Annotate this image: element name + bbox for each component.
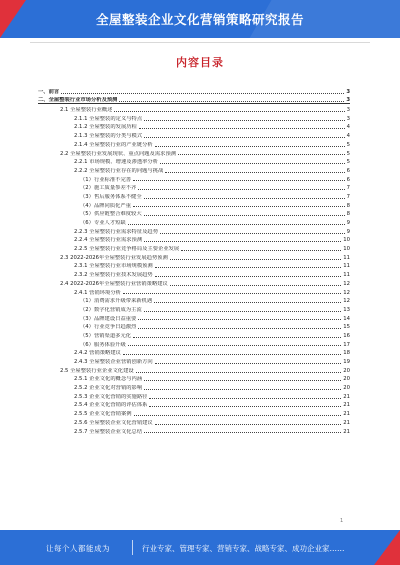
toc-dot-leader <box>154 302 341 303</box>
toc-dot-leader <box>138 319 341 320</box>
toc-entry-page: 21 <box>343 419 350 426</box>
toc-entry-label: 2.3 2022-2026年全屋整装行业发展趋势预测 <box>60 254 168 261</box>
footer-slogan-left: 让每个人都能成为 <box>46 544 110 553</box>
toc-entry[interactable] <box>38 235 350 244</box>
toc-entry-label: 2.5.6 全屋整装企业文化营销建议 <box>74 419 153 426</box>
toc-dot-leader <box>139 128 345 129</box>
toc-entry[interactable] <box>38 261 350 270</box>
toc-entry[interactable] <box>38 296 350 305</box>
toc-entry-page: 10 <box>343 246 350 253</box>
toc-dot-leader <box>144 432 341 433</box>
toc-dot-leader <box>128 224 345 225</box>
toc-entry[interactable] <box>38 209 350 218</box>
toc-dot-leader <box>149 398 341 399</box>
toc-dot-leader <box>160 163 345 164</box>
toc-dot-leader <box>170 259 341 260</box>
toc-dot-leader <box>133 337 341 338</box>
toc-entry[interactable] <box>38 139 350 148</box>
toc-dot-leader <box>144 241 341 242</box>
toc-dot-leader <box>144 311 342 312</box>
toc-entry-page: 6 <box>346 167 350 174</box>
toc-dot-leader <box>144 389 341 390</box>
footer-divider <box>132 540 133 555</box>
toc-entry-page: 11 <box>343 263 350 270</box>
toc-dot-leader <box>144 137 344 138</box>
toc-entry[interactable] <box>38 408 350 417</box>
toc-entry-label: 2.5.2 企业文化对营销的影响 <box>74 385 143 392</box>
toc-dot-leader <box>134 415 342 416</box>
toc-dot-leader <box>144 120 344 121</box>
toc-entry[interactable] <box>38 304 350 313</box>
page-number: 1 <box>340 518 344 524</box>
toc-entry-page: 3 <box>346 97 350 104</box>
toc-entry-label: 2.3.1 全屋整装行业市场规模预测 <box>74 263 153 270</box>
toc-entry-label: 2.4.2 营销策略建议 <box>74 350 121 357</box>
toc-dot-leader <box>155 424 342 425</box>
toc-entry-page: 21 <box>343 428 350 435</box>
toc-dot-leader <box>138 189 344 190</box>
header-divider <box>30 42 370 43</box>
toc-entry-label: （6）服务体验升级 <box>80 341 126 348</box>
toc-entry-page: 5 <box>346 150 350 157</box>
report-title: 全屋整装企业文化营销策略研究报告 <box>95 12 304 27</box>
toc-entry-label: （6）专业人才短缺 <box>80 220 126 226</box>
toc-entry-page: 18 <box>343 350 350 357</box>
toc-entry-label: 2.1.1 全屋整装的定义与特点 <box>74 115 143 122</box>
toc-dot-leader <box>155 146 345 147</box>
toc-entry[interactable] <box>38 217 350 226</box>
toc-entry[interactable] <box>38 165 350 174</box>
toc-entry-page: 14 <box>343 315 350 322</box>
toc-entry-page: 7 <box>346 185 350 192</box>
toc-entry-page: 21 <box>343 402 350 409</box>
toc-dot-leader <box>136 372 342 373</box>
footer-red-corner <box>374 530 400 565</box>
toc-entry-page: 3 <box>346 107 350 114</box>
toc-entry-label: 一、前言 <box>38 88 60 95</box>
toc-entry-label: 2.2.5 全屋整装行业竞争格局及主要企业发展 <box>74 246 180 253</box>
toc-entry-label: （3）售后服务体系不健全 <box>80 193 142 200</box>
table-of-contents <box>38 86 350 435</box>
toc-entry[interactable] <box>38 191 350 200</box>
toc-dot-leader <box>144 380 341 381</box>
toc-entry-label: 2.1.4 全屋整装行业的产业链分析 <box>74 141 153 148</box>
toc-entry[interactable] <box>38 157 350 166</box>
toc-entry-page: 12 <box>343 280 350 287</box>
toc-entry[interactable] <box>38 95 350 104</box>
toc-entry-page: 10 <box>343 237 350 244</box>
toc-entry-label: （2）数字化营销成为主流 <box>80 306 142 313</box>
toc-dot-leader <box>170 285 341 286</box>
toc-entry-label: （4）行业竞争日趋激烈 <box>80 324 137 331</box>
toc-entry-label: （1）行业标准不完善 <box>80 176 132 183</box>
toc-entry-page: 11 <box>343 272 350 279</box>
toc-dot-leader <box>114 111 344 112</box>
toc-entry-label: （4）品牌同质化严重 <box>80 202 132 209</box>
toc-entry-label: 2.2.1 市场规模、增速及渗透率分析 <box>74 159 159 166</box>
toc-entry-label: 2.5.1 企业文化的概念与内涵 <box>74 376 143 383</box>
report-header <box>0 0 400 38</box>
toc-entry-page: 20 <box>343 367 350 374</box>
toc-entry-label: 2.1.2 全屋整装的发展历程 <box>74 124 137 131</box>
toc-entry[interactable] <box>38 374 350 383</box>
toc-entry[interactable] <box>38 417 350 426</box>
toc-entry-page: 11 <box>343 254 350 261</box>
toc-entry-label: 2.1.3 全屋整装的分类与模式 <box>74 133 143 140</box>
toc-entry[interactable] <box>38 287 350 296</box>
toc-entry-label: 二、全屋整装行业市场分析及预测 <box>38 97 118 104</box>
toc-entry-page: 5 <box>346 141 350 148</box>
toc-dot-leader <box>181 250 341 251</box>
toc-entry-label: 2.2.2 全屋整装行业存在的问题与挑战 <box>74 167 164 174</box>
toc-entry-label: 2.2.4 全屋整装行业需求预测 <box>74 237 143 244</box>
toc-dot-leader <box>144 215 345 216</box>
toc-entry-page: 4 <box>346 133 350 140</box>
toc-dot-leader <box>119 101 344 102</box>
toc-entry[interactable] <box>38 356 350 365</box>
toc-entry[interactable] <box>38 183 350 192</box>
toc-dot-leader <box>133 206 345 207</box>
toc-dot-leader <box>155 363 342 364</box>
toc-entry-page: 9 <box>346 220 350 226</box>
toc-entry-page: 5 <box>346 159 350 166</box>
toc-entry[interactable] <box>38 122 350 131</box>
toc-entry[interactable] <box>38 200 350 209</box>
toc-entry-label: 2.1 全屋整装行业概述 <box>60 107 113 114</box>
toc-entry-page: 21 <box>343 393 350 400</box>
toc-entry[interactable] <box>38 243 350 252</box>
toc-entry-label: 2.4.1 营销环境分析 <box>74 289 121 296</box>
toc-entry-page: 7 <box>346 193 350 200</box>
toc-entry-page: 3 <box>346 88 350 95</box>
toc-dot-leader <box>155 276 342 277</box>
toc-entry[interactable] <box>38 382 350 391</box>
report-footer <box>0 530 400 565</box>
toc-entry-label: 2.3.2 全屋整装行业技术发展趋势 <box>74 272 153 279</box>
toc-entry[interactable] <box>38 86 350 95</box>
toc-entry[interactable] <box>38 348 350 357</box>
toc-entry-label: 2.5.7 全屋整装企业文化总结 <box>74 428 143 435</box>
toc-entry[interactable] <box>38 330 350 339</box>
toc-entry-page: 20 <box>343 376 350 383</box>
toc-entry[interactable] <box>38 113 350 122</box>
toc-title: 内容目录 <box>176 56 224 69</box>
toc-entry-label: 2.2.3 全屋整装行业需求特征及趋势 <box>74 228 159 235</box>
toc-entry-page: 4 <box>346 124 350 131</box>
toc-entry-page: 20 <box>343 385 350 392</box>
toc-entry[interactable] <box>38 313 350 322</box>
toc-entry-label: （1）消费需求升级带来新机遇 <box>80 298 153 305</box>
toc-entry-page: 19 <box>343 359 350 365</box>
toc-entry-page: 3 <box>346 115 350 122</box>
toc-entry-label: （5）供应链整合难度较大 <box>80 211 142 218</box>
toc-dot-leader <box>128 345 342 346</box>
toc-dot-leader <box>61 93 344 94</box>
footer-slogan-right: 行业专家、管理专家、营销专家、战略专家、成功企业家…… <box>142 544 345 553</box>
toc-entry[interactable] <box>38 391 350 400</box>
toc-entry-page: 6 <box>346 176 350 183</box>
toc-entry[interactable] <box>38 278 350 287</box>
toc-dot-leader <box>165 172 344 173</box>
toc-entry[interactable] <box>38 148 350 157</box>
toc-entry-label: 2.2 全屋整装行业发展现状、重点问题及需求预测 <box>60 150 177 157</box>
toc-dot-leader <box>144 198 345 199</box>
toc-entry[interactable] <box>38 426 350 435</box>
toc-dot-leader <box>123 354 341 355</box>
toc-dot-leader <box>133 180 345 181</box>
toc-entry[interactable] <box>38 339 350 348</box>
toc-entry-label: 2.5 全屋整装行业企业文化建设 <box>60 367 134 374</box>
toc-dot-leader <box>138 328 341 329</box>
toc-entry[interactable] <box>38 104 350 113</box>
toc-entry-label: （5）营销渠道多元化 <box>80 332 132 339</box>
toc-entry-label: （2）施工质量参差不齐 <box>80 185 137 192</box>
toc-dot-leader <box>178 154 345 155</box>
toc-dot-leader <box>155 267 342 268</box>
toc-entry-page: 13 <box>343 306 350 313</box>
toc-entry-label: （3）品牌建设日益重要 <box>80 315 137 322</box>
toc-entry-page: 8 <box>346 202 350 209</box>
toc-entry-page: 15 <box>343 324 350 331</box>
toc-entry-page: 8 <box>346 211 350 218</box>
toc-entry-label: 2.4 2022-2026年全屋整装行业营销策略建议 <box>60 280 168 287</box>
toc-dot-leader <box>123 293 341 294</box>
toc-entry-page: 12 <box>343 298 350 305</box>
toc-entry[interactable] <box>38 365 350 374</box>
toc-dot-leader <box>160 233 345 234</box>
toc-entry-label: 2.5.5 企业文化营销案例 <box>74 411 132 418</box>
toc-entry[interactable] <box>38 400 350 409</box>
toc-dot-leader <box>149 406 341 407</box>
toc-entry-label: 2.5.4 企业文化营销的评估体系 <box>74 402 148 409</box>
toc-entry[interactable] <box>38 174 350 183</box>
toc-entry[interactable] <box>38 269 350 278</box>
toc-entry-label: 2.4.3 全屋整装企业营销创新方向 <box>74 359 153 365</box>
toc-entry-label: 2.5.3 企业文化营销的实施路径 <box>74 393 148 400</box>
toc-entry-page: 12 <box>343 289 350 296</box>
toc-entry-page: 21 <box>343 411 350 418</box>
toc-entry[interactable] <box>38 130 350 139</box>
toc-entry[interactable] <box>38 322 350 331</box>
toc-entry-page: 16 <box>343 332 350 339</box>
toc-entry[interactable] <box>38 252 350 261</box>
toc-entry-page: 17 <box>343 341 350 348</box>
toc-entry[interactable] <box>38 226 350 235</box>
toc-entry-page: 9 <box>346 228 350 235</box>
